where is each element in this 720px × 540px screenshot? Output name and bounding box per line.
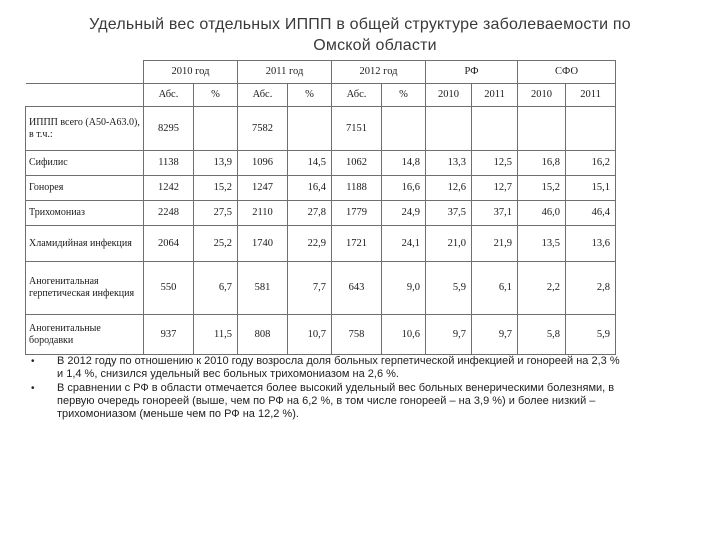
table-cell: 24,9 [382, 201, 426, 226]
table-cell: 1721 [332, 226, 382, 262]
table-row [26, 262, 616, 315]
table-cell: 1062 [332, 151, 382, 176]
header-corner [26, 61, 144, 84]
table-cell: 12,7 [472, 176, 518, 201]
sub-header: % [382, 84, 426, 107]
row-label: Аногенитальная герпетическая инфекция [26, 262, 144, 315]
table-cell: 12,6 [426, 176, 472, 201]
table-sub-header-row [26, 84, 616, 107]
table-row [26, 315, 616, 355]
table-cell: 1138 [144, 151, 194, 176]
title-line-2: Омской области [313, 37, 437, 54]
table-row [26, 151, 616, 176]
slide-title [0, 14, 720, 56]
table-cell: 2064 [144, 226, 194, 262]
table-cell: 1779 [332, 201, 382, 226]
sub-header: Абс. [332, 84, 382, 107]
table-cell: 12,5 [472, 151, 518, 176]
table-cell: 1188 [332, 176, 382, 201]
table-cell: 1096 [238, 151, 288, 176]
table-row [26, 201, 616, 226]
table-cell: 2,8 [566, 262, 616, 315]
group-header-2010: 2010 год [144, 61, 238, 84]
table-cell: 46,0 [518, 201, 566, 226]
bullet-icon: • [31, 383, 35, 394]
table-group-header-row [26, 61, 616, 84]
table-cell: 16,2 [566, 151, 616, 176]
table-cell: 13,6 [566, 226, 616, 262]
title-line-1: Удельный вес отдельных ИППП в общей структуре заболеваемости по [89, 16, 631, 33]
table-cell: 7151 [332, 107, 382, 151]
table-cell [566, 107, 616, 151]
sub-header: 2011 [566, 84, 616, 107]
table-cell: 13,5 [518, 226, 566, 262]
row-label: Трихомониаз [26, 201, 144, 226]
table-cell: 5,8 [518, 315, 566, 355]
table-cell: 15,2 [194, 176, 238, 201]
table-cell [426, 107, 472, 151]
table-cell: 22,9 [288, 226, 332, 262]
table-cell: 15,1 [566, 176, 616, 201]
table-cell: 7,7 [288, 262, 332, 315]
table-cell: 2,2 [518, 262, 566, 315]
sub-header: 2010 [426, 84, 472, 107]
table-cell: 6,1 [472, 262, 518, 315]
table-cell: 16,4 [288, 176, 332, 201]
sub-header: Абс. [144, 84, 194, 107]
table-cell: 24,1 [382, 226, 426, 262]
table-cell [382, 107, 426, 151]
list-item [25, 382, 625, 421]
conclusions-list [25, 355, 625, 422]
table-cell: 8295 [144, 107, 194, 151]
table-cell: 937 [144, 315, 194, 355]
group-header-2011: 2011 год [238, 61, 332, 84]
table-cell: 2248 [144, 201, 194, 226]
table-cell: 808 [238, 315, 288, 355]
group-header-sfo: СФО [518, 61, 616, 84]
bullet-icon: • [31, 356, 35, 367]
table-cell: 21,0 [426, 226, 472, 262]
table-cell: 16,8 [518, 151, 566, 176]
table-cell: 27,5 [194, 201, 238, 226]
row-label: Сифилис [26, 151, 144, 176]
table-cell: 1242 [144, 176, 194, 201]
table-cell: 10,7 [288, 315, 332, 355]
table-cell [472, 107, 518, 151]
table-cell: 16,6 [382, 176, 426, 201]
table-cell: 15,2 [518, 176, 566, 201]
table-cell [194, 107, 238, 151]
table-cell: 14,5 [288, 151, 332, 176]
table-cell: 37,5 [426, 201, 472, 226]
morbidity-table [25, 60, 616, 355]
table-cell: 37,1 [472, 201, 518, 226]
table-cell: 13,9 [194, 151, 238, 176]
sub-header: 2010 [518, 84, 566, 107]
table-cell: 27,8 [288, 201, 332, 226]
table-row [26, 176, 616, 201]
header-corner-2 [26, 84, 144, 107]
table-cell: 9,7 [472, 315, 518, 355]
sub-header: Абс. [238, 84, 288, 107]
table-cell: 2110 [238, 201, 288, 226]
table-cell: 1247 [238, 176, 288, 201]
list-item [25, 355, 625, 381]
table-cell: 25,2 [194, 226, 238, 262]
table-cell: 5,9 [426, 262, 472, 315]
table-row [26, 107, 616, 151]
sub-header: 2011 [472, 84, 518, 107]
table-cell: 14,8 [382, 151, 426, 176]
table-cell: 46,4 [566, 201, 616, 226]
table-cell: 7582 [238, 107, 288, 151]
bullet-text: В сравнении с РФ в области отмечается более высокий удельный вес больных венерическими болезнями, в первую очередь гонореей (выше, чем по РФ на 6,2 %, в том числе гонореей – на 3,9 %) и более низкий – трихомониазом (меньше чем по РФ на 12,2 %). [57, 382, 615, 420]
sub-header: % [288, 84, 332, 107]
group-header-rf: РФ [426, 61, 518, 84]
table-cell: 643 [332, 262, 382, 315]
table-cell: 21,9 [472, 226, 518, 262]
table-cell: 581 [238, 262, 288, 315]
table-cell: 1740 [238, 226, 288, 262]
group-header-2012: 2012 год [332, 61, 426, 84]
row-label: Аногенитальные бородавки [26, 315, 144, 355]
table-cell: 550 [144, 262, 194, 315]
row-label: Гонорея [26, 176, 144, 201]
table-cell: 10,6 [382, 315, 426, 355]
table-cell [518, 107, 566, 151]
row-label: ИППП всего (А50-А63.0), в т.ч.: [26, 107, 144, 151]
table-row [26, 226, 616, 262]
table-cell: 13,3 [426, 151, 472, 176]
bullet-text: В 2012 году по отношению к 2010 году возросла доля больных герпетической инфекцией и гонореей на 2,3 % и 1,4 %, снизился удельный вес больных трихомониазом на 2,6 %. [57, 355, 620, 380]
table-cell: 9,0 [382, 262, 426, 315]
table-cell: 11,5 [194, 315, 238, 355]
sub-header: % [194, 84, 238, 107]
table-cell: 5,9 [566, 315, 616, 355]
row-label: Хламидийная инфекция [26, 226, 144, 262]
table-cell: 9,7 [426, 315, 472, 355]
table-cell: 758 [332, 315, 382, 355]
table-cell: 6,7 [194, 262, 238, 315]
table-cell [288, 107, 332, 151]
